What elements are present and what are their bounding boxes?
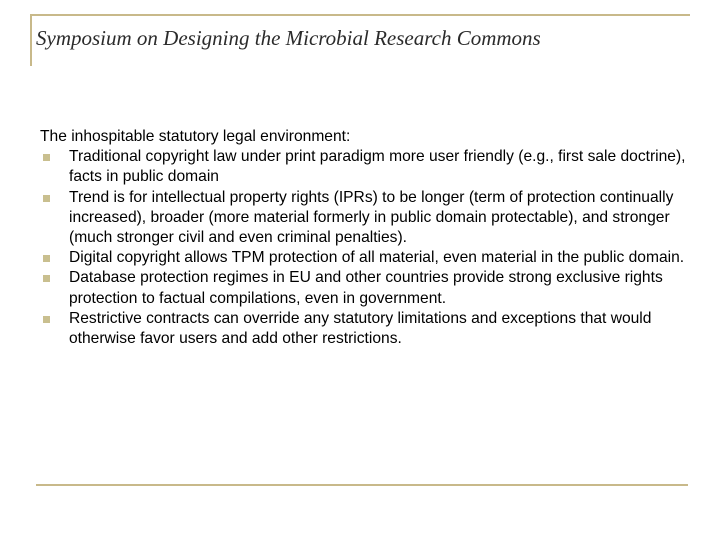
bullet-text: Digital copyright allows TPM protection of all material, even material in the public domain. xyxy=(69,249,685,267)
slide-title: Symposium on Designing the Microbial Research Commons xyxy=(36,26,541,50)
bullet-item xyxy=(40,268,700,308)
square-bullet-icon xyxy=(43,255,50,262)
square-bullet-icon xyxy=(43,195,50,202)
title-left-rule xyxy=(30,14,32,66)
bullet-item xyxy=(40,188,700,249)
title-top-rule xyxy=(30,14,690,16)
square-bullet-icon xyxy=(43,316,50,323)
bullet-text: Trend is for intellectual property rights (IPRs) to be longer (term of protection continually increased), broader (more material formerly in public domain protectable), and stronger (much stronger civil and even criminal penalties). xyxy=(69,188,674,247)
bullet-item xyxy=(40,248,700,268)
bullet-item xyxy=(40,309,700,349)
slide-body xyxy=(40,127,700,349)
intro-text: The inhospitable statutory legal environment: xyxy=(40,128,351,145)
bullet-list xyxy=(40,147,700,349)
bullet-text: Database protection regimes in EU and other countries provide strong exclusive rights protection to factual compilations, even in government. xyxy=(69,269,663,307)
square-bullet-icon xyxy=(43,154,50,161)
bottom-rule xyxy=(36,484,688,486)
bullet-text: Traditional copyright law under print paradigm more user friendly (e.g., first sale doctrine), facts in public domain xyxy=(69,148,686,186)
bullet-text: Restrictive contracts can override any statutory limitations and exceptions that would otherwise favor users and add other restrictions. xyxy=(69,309,652,348)
bullet-item xyxy=(40,147,700,187)
square-bullet-icon xyxy=(43,275,50,282)
